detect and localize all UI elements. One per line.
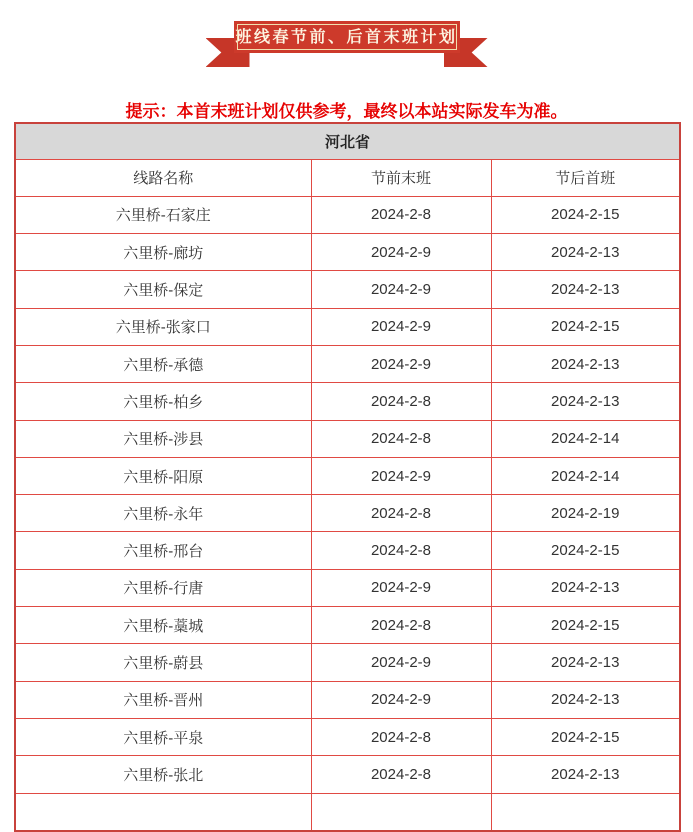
post-festival-date-cell: 2024-2-13 [491, 644, 680, 681]
table-row [15, 569, 680, 606]
route-name-cell: 六里桥-张北 [15, 756, 311, 793]
route-name-cell: 六里桥-阳原 [15, 457, 311, 494]
empty-cell [15, 793, 311, 831]
post-festival-date-cell: 2024-2-13 [491, 383, 680, 420]
post-festival-date-cell: 2024-2-19 [491, 495, 680, 532]
pre-festival-date-cell: 2024-2-9 [311, 644, 491, 681]
table-row [15, 495, 680, 532]
table-row-partial [15, 793, 680, 831]
table-row [15, 383, 680, 420]
route-name-cell: 六里桥-平泉 [15, 718, 311, 755]
column-header-pre-festival-last: 节前末班 [311, 159, 491, 196]
route-name-cell: 六里桥-藁城 [15, 607, 311, 644]
pre-festival-date-cell: 2024-2-9 [311, 308, 491, 345]
table-row [15, 756, 680, 793]
route-name-cell: 六里桥-承德 [15, 345, 311, 382]
table-row [15, 532, 680, 569]
schedule-table-container [14, 122, 681, 832]
route-name-cell: 六里桥-涉县 [15, 420, 311, 457]
post-festival-date-cell: 2024-2-15 [491, 532, 680, 569]
empty-cell [311, 793, 491, 831]
post-festival-date-cell: 2024-2-13 [491, 271, 680, 308]
route-name-cell: 六里桥-蔚县 [15, 644, 311, 681]
table-row [15, 420, 680, 457]
route-name-cell: 六里桥-晋州 [15, 681, 311, 718]
pre-festival-date-cell: 2024-2-8 [311, 532, 491, 569]
pre-festival-date-cell: 2024-2-8 [311, 495, 491, 532]
post-festival-date-cell: 2024-2-14 [491, 457, 680, 494]
post-festival-date-cell: 2024-2-15 [491, 607, 680, 644]
province-header: 河北省 [15, 123, 680, 159]
pre-festival-date-cell: 2024-2-8 [311, 756, 491, 793]
route-name-cell: 六里桥-行唐 [15, 569, 311, 606]
table-row [15, 607, 680, 644]
post-festival-date-cell: 2024-2-15 [491, 196, 680, 233]
province-header-row [15, 123, 680, 159]
pre-festival-date-cell: 2024-2-8 [311, 607, 491, 644]
notice-text: 提示：本首末班计划仅供参考，最终以本站实际发车为准。 [125, 102, 568, 121]
pre-festival-date-cell: 2024-2-9 [311, 681, 491, 718]
pre-festival-date-cell: 2024-2-9 [311, 271, 491, 308]
post-festival-date-cell: 2024-2-15 [491, 718, 680, 755]
route-name-cell: 六里桥-廊坊 [15, 234, 311, 271]
table-row [15, 196, 680, 233]
post-festival-date-cell: 2024-2-13 [491, 681, 680, 718]
route-name-cell: 六里桥-张家口 [15, 308, 311, 345]
column-header-route-name: 线路名称 [15, 159, 311, 196]
post-festival-date-cell: 2024-2-14 [491, 420, 680, 457]
route-name-cell: 六里桥-永年 [15, 495, 311, 532]
table-row [15, 681, 680, 718]
route-name-cell: 六里桥-邢台 [15, 532, 311, 569]
pre-festival-date-cell: 2024-2-9 [311, 569, 491, 606]
pre-festival-date-cell: 2024-2-8 [311, 420, 491, 457]
route-name-cell: 六里桥-柏乡 [15, 383, 311, 420]
table-row [15, 457, 680, 494]
schedule-table [14, 122, 681, 832]
pre-festival-date-cell: 2024-2-8 [311, 718, 491, 755]
schedule-table-body [15, 196, 680, 830]
table-row [15, 345, 680, 382]
title-ribbon [206, 21, 488, 68]
post-festival-date-cell: 2024-2-13 [491, 756, 680, 793]
page-title: 班线春节前、后首末班计划 [234, 21, 460, 53]
pre-festival-date-cell: 2024-2-9 [311, 345, 491, 382]
post-festival-date-cell: 2024-2-13 [491, 234, 680, 271]
post-festival-date-cell: 2024-2-15 [491, 308, 680, 345]
pre-festival-date-cell: 2024-2-8 [311, 196, 491, 233]
table-row [15, 308, 680, 345]
post-festival-date-cell: 2024-2-13 [491, 569, 680, 606]
table-row [15, 644, 680, 681]
pre-festival-date-cell: 2024-2-9 [311, 457, 491, 494]
column-header-post-festival-first: 节后首班 [491, 159, 680, 196]
pre-festival-date-cell: 2024-2-8 [311, 383, 491, 420]
table-row [15, 718, 680, 755]
empty-cell [491, 793, 680, 831]
column-header-row [15, 159, 680, 196]
route-name-cell: 六里桥-保定 [15, 271, 311, 308]
post-festival-date-cell: 2024-2-13 [491, 345, 680, 382]
table-row [15, 271, 680, 308]
pre-festival-date-cell: 2024-2-9 [311, 234, 491, 271]
route-name-cell: 六里桥-石家庄 [15, 196, 311, 233]
table-row [15, 234, 680, 271]
